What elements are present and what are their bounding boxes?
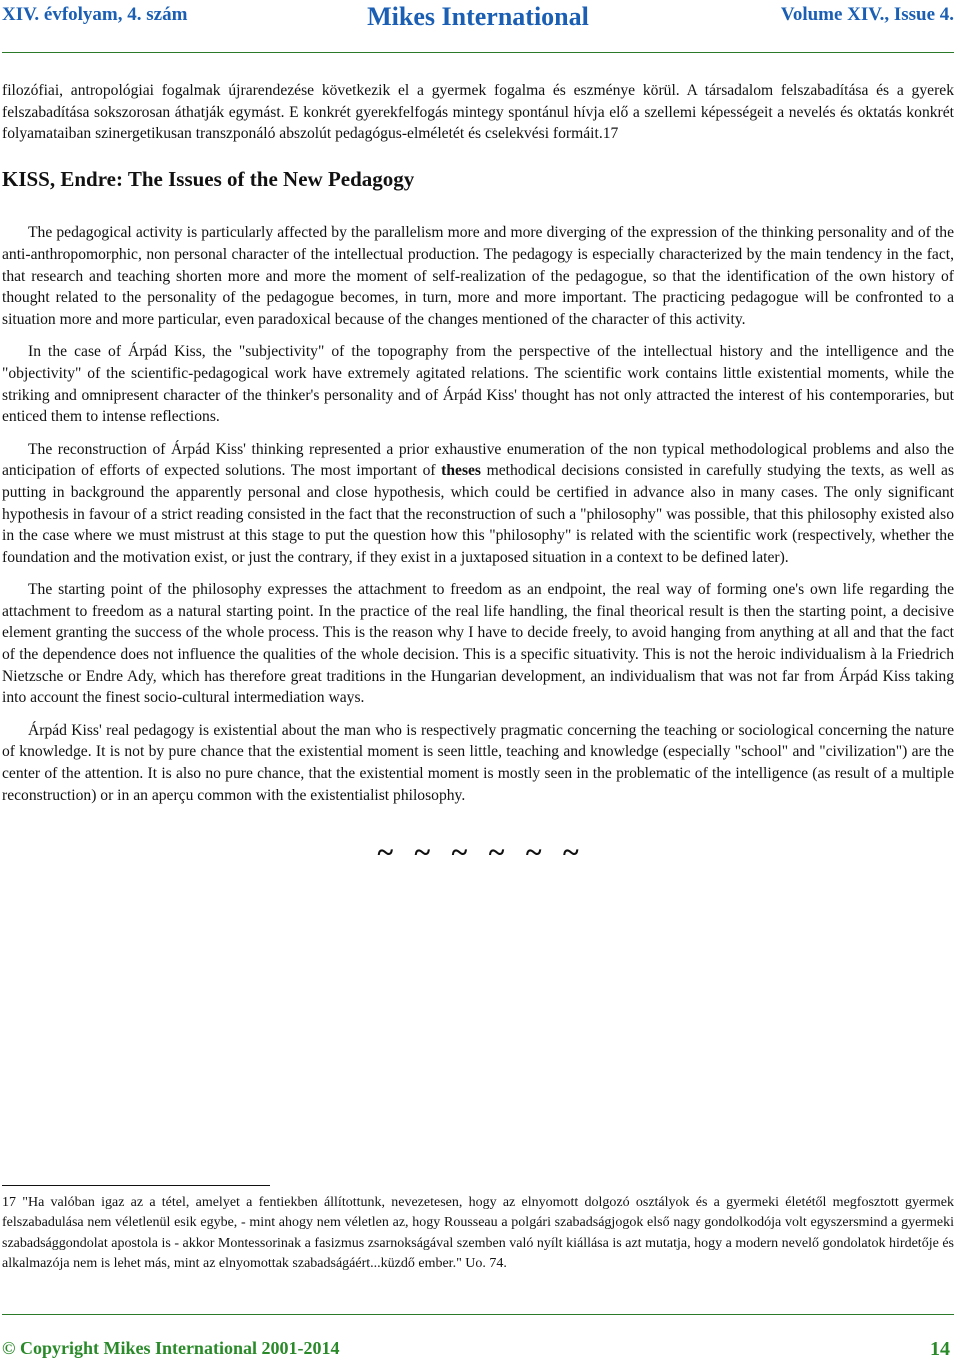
journal-title: Mikes International <box>367 2 589 31</box>
header-volume-hungarian: XIV. évfolyam, 4. szám <box>2 4 188 25</box>
article-title: KISS, Endre: The Issues of the New Pedagogy <box>2 166 415 191</box>
header-volume-english: Volume XIV., Issue 4. <box>780 4 954 25</box>
paragraph-3 <box>2 439 954 569</box>
page-number: 14 <box>930 1338 950 1360</box>
paragraph-1: The pedagogical activity is particularly affected by the parallelism more and more diverging of the expression of the thinking personality and of the anti-anthropomorphic, non personal character of the intellectual production. The pedagogy is especially characterized by the main tendency in the fact, that research and teaching shorten more and more the moment of self-realization of the pedagogue, so that the identification of the own history of thought related to the personality of the pedagogue becomes, in turn, more and more important. The practicing pedagogue will be confronted to a situation more and more particular, even paradoxical because of the changes mentioned of the character of this activity. <box>2 224 954 328</box>
header-rule <box>2 52 954 53</box>
paragraph-2: In the case of Árpád Kiss, the "subjectivity" of the topography from the perspective of the intellectual history and the intelligence and the "objectivity" of the scientific-pedagogical work have extremely agitated relations. The scientific work contains little existential moments, while the striking and omnipresent character of the thinker's personality and of Árpád Kiss' thought has not only attracted the interest of his contemporaries, but enticed them to intense reflections. <box>2 343 954 426</box>
copyright-notice: © Copyright Mikes International 2001-2014 <box>2 1338 340 1358</box>
footnote-number: 17 <box>2 1195 16 1210</box>
footnote-text: "Ha valóban igaz az a tétel, amelyet a fentiekben állítottunk, nevezetesen, hogy az elnyomott dolgozó osztályok és a gyermeki életétől megfosztott gyermek felszabadulása nem véletlenül esik egybe, - mint ahogy nem véletlen az, hogy Rousseau a polgári szabadságjogok első nagy gondolkodója volt egyszersmind a gyermeki szabadsággondolat apostola is - akkor Montessorinak a fasizmus zsarnokságával szemben való nyílt kiállása is azt mutatja, hogy a modern nevelő gondolatok hirdetője és alkalmazója nem is lehet más, mint az elnyomottak szabadságáért...küzdő ember." Uo. 74. <box>2 1195 954 1272</box>
paragraph-3-text-a: The reconstruction of Árpád Kiss' thinking represented a prior exhaustive enumeration of the non typical methodological problems and also the anticipation of efforts of expected solutions. The most important of <box>2 440 954 480</box>
paragraph-4: The starting point of the philosophy expresses the attachment to freedom as an endpoint, the real way of forming one's own life regarding the attachment to freedom as a natural starting point. In the practice of the real life handling, the final theorical result is then the starting point, a decisive element granting the success of the whole process. This is the reason why I have to decide freely, to avoid hanging from anything at all and that the fact of the dependence does not influence the qualities of the whole decision. This is a specific situativity. This is not the heroic individualism à la Friedrich Nietzsche or Endre Ady, which has therefore great traditions in the Hungarian development, an individualism that was not far from Árpád Kiss taking into account the finest socio-cultural intermediation ways. <box>2 581 954 707</box>
footnote-rule <box>2 1185 270 1186</box>
page-header <box>2 2 954 36</box>
footer-rule <box>2 1314 954 1315</box>
section-separator: ~ ~ ~ ~ ~ ~ <box>377 836 579 870</box>
paragraph-3-bold: theses <box>441 462 482 480</box>
footnote <box>2 1193 954 1275</box>
intro-paragraph <box>2 80 954 145</box>
intro-text: filozófiai, antropológiai fogalmak újrarendezése következik el a gyermek fogalma és eszménye körül. A társadalom felszabadítása és a gyerek felszabadítása sokszorosan áthatják egymást. E konkrét gyerekfelfogás mintegy spontánul hívja elő a szellemi képességeit a nevelés és oktatás konkrét folyamataiban szinergetikusan transzponáló abszolút pedagógus-elméletét és cselekvési formáit. <box>2 82 954 143</box>
paragraph-5: Árpád Kiss' real pedagogy is existential about the man who is respectively pragmatic concerning the teaching or sociological concerning the nature of knowledge. It is not by pure chance that the existential moment is seen little, teaching and knowledge (especially "school" and "civilization") are the center of the attention. It is also no pure chance, that the existential moment is mostly seen in the problematic of the intelligence (as result of a multiple reconstruction) or in an aperçu common with the existentialist philosophy. <box>2 721 954 804</box>
article-body <box>2 80 954 875</box>
paragraph-3-text-b: methodical decisions consisted in carefully studying the texts, as well as putting in background the apparently personal and close hypothesis, which could be certified in advance also in many cases. The only significant hypothesis in favour of a strict reading consisted in the fact that the reconstruction of such a "philosophy" was possible, that this philosophy existed also in the case where we must mistrust at this stage to put the question how this "philosophy" is related with the scientific work (respectively, whether the foundation and the motivation exist, or just the contrary, if they exist in a juxtaposed situation in a context to be defined later). <box>2 462 955 566</box>
footnote-reference[interactable]: 17 <box>602 125 619 143</box>
